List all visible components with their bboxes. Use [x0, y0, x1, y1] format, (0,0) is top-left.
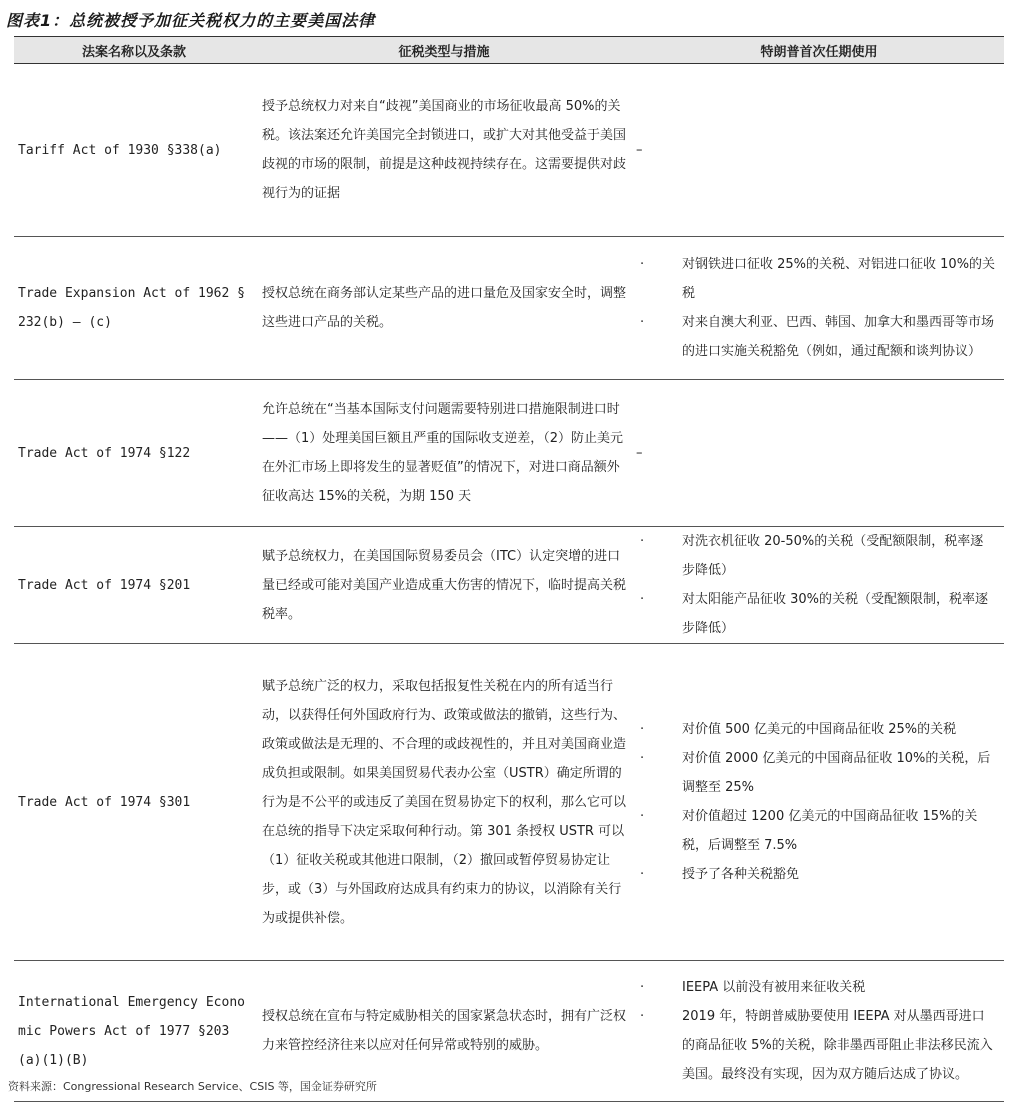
bullet-icon: · [640, 751, 645, 766]
usage-list-item [638, 715, 996, 744]
trump-usage-cell [634, 64, 1004, 237]
usage-list-item [638, 527, 996, 585]
bullet-icon: · [640, 722, 645, 737]
usage-text: IEEPA 以前没有被用来征收关税 [682, 980, 866, 995]
usage-list [638, 527, 996, 643]
usage-list-item [638, 585, 996, 643]
trump-usage-cell [634, 527, 1004, 644]
usage-list-item [638, 973, 996, 1002]
trump-usage-cell [634, 237, 1004, 380]
usage-text: 2019 年，特朗普威胁要使用 IEEPA 对从墨西哥进口的商品征收 5%的关税，除非墨西哥阻止非法移民流入美国。最终没有实现，因为双方随后达成了协议。 [682, 1009, 993, 1082]
law-name-cell: Trade Act of 1974 §122 [18, 445, 191, 461]
no-usage-dash: – [636, 445, 643, 461]
tax-measure-cell: 赋予总统权力，在美国国际贸易委员会（ITC）认定突增的进口量已经或可能对美国产业造成重大伤害的情况下，临时提高关税税率。 [262, 548, 627, 622]
bullet-icon: · [640, 1009, 645, 1024]
usage-text: 对价值 2000 亿美元的中国商品征收 10%的关税，后调整至 25% [682, 751, 991, 795]
usage-list [638, 250, 996, 366]
law-table [14, 36, 1004, 1102]
usage-text: 对钢铁进口征收 25%的关税、对铝进口征收 10%的关税 [682, 257, 996, 301]
header-law-name: 法案名称以及条款 [14, 37, 254, 64]
header-tax-type: 征税类型与措施 [254, 37, 634, 64]
tax-measure-cell: 授权总统在商务部认定某些产品的进口量危及国家安全时，调整这些进口产品的关税。 [262, 286, 627, 330]
law-name-cell: Trade Act of 1974 §301 [18, 794, 191, 810]
table-row [14, 237, 1004, 380]
bullet-icon: · [640, 592, 645, 607]
table-row [14, 380, 1004, 527]
tax-measure-cell: 授予总统权力对来自“歧视”美国商业的市场征收最高 50%的关税。该法案还允许美国完全封锁进口，或扩大对其他受益于美国歧视的市场的限制，前提是这种歧视持续存在。这需要提供对歧视行为的证据 [262, 99, 627, 201]
table-row [14, 527, 1004, 644]
bullet-icon: · [640, 980, 645, 995]
table-header-row [14, 37, 1004, 64]
usage-text: 授予了各种关税豁免 [682, 867, 800, 882]
bullet-icon: · [640, 257, 645, 272]
tax-measure-cell: 允许总统在“当基本国际支付问题需要特别进口措施限制进口时——（1）处理美国巨额且严重的国际收支逆差，（2）防止美元在外汇市场上即将发生的显著贬值”的情况下，对进口商品额外征收高达 15%的关税，为期 150 天 [262, 402, 624, 504]
usage-list-item [638, 308, 996, 366]
tax-measure-cell: 赋予总统广泛的权力，采取包括报复性关税在内的所有适当行动，以获得任何外国政府行为、政策或做法的撤销，这些行为、政策或做法是无理的、不合理的或歧视性的，并且对美国商业造成负担或限制。如果美国贸易代表办公室（USTR）确定所谓的行为是不公平的或违反了美国在贸易协定下的权利，那么它可以在总统的指导下决定采取何种行动。第 301 条授权 USTR 可以（1）征收关税或其他进口限制，（2）撤回或暂停贸易协定让步，或（3）与外国政府达成具有约束力的协议，以消除有关行为或提供补偿。 [262, 678, 627, 926]
figure-title: 图表1：总统被授予加征关税权力的主要美国法律 [6, 11, 376, 30]
bullet-icon: · [640, 809, 645, 824]
usage-text: 对洗衣机征收 20-50%的关税（受配额限制，税率逐步降低） [682, 534, 984, 578]
tax-measure-cell: 授权总统在宣布与特定威胁相关的国家紧急状态时，拥有广泛权力来管控经济往来以应对任何异常或特别的威胁。 [262, 1009, 627, 1053]
usage-text: 对价值超过 1200 亿美元的中国商品征收 15%的关税，后调整至 7.5% [682, 809, 978, 853]
header-trump-usage: 特朗普首次任期使用 [634, 37, 1004, 64]
usage-list-item [638, 802, 996, 860]
usage-text: 对价值 500 亿美元的中国商品征收 25%的关税 [682, 722, 957, 737]
law-name-cell: International Emergency Economic Powers Act of 1977 §203(a)(1)(B) [18, 994, 245, 1068]
law-name-cell: Trade Act of 1974 §201 [18, 577, 191, 593]
usage-list-item [638, 1002, 996, 1089]
bullet-icon: · [640, 315, 645, 330]
usage-list-item [638, 250, 996, 308]
table-row [14, 644, 1004, 961]
trump-usage-cell [634, 380, 1004, 527]
no-usage-dash: – [636, 142, 643, 158]
usage-list [638, 715, 996, 889]
trump-usage-cell [634, 644, 1004, 961]
law-name-cell: Trade Expansion Act of 1962 §232(b) – (c) [18, 286, 245, 330]
usage-text: 对太阳能产品征收 30%的关税（受配额限制，税率逐步降低） [682, 592, 989, 636]
bullet-icon: · [640, 867, 645, 882]
law-name-cell: Tariff Act of 1930 §338(a) [18, 142, 222, 158]
source-note: 资料来源：Congressional Research Service、CSIS 等，国金证券研究所 [8, 1080, 377, 1093]
usage-list-item [638, 744, 996, 802]
usage-list-item [638, 860, 996, 889]
trump-usage-cell [634, 961, 1004, 1102]
table-row [14, 64, 1004, 237]
bullet-icon: · [640, 534, 645, 549]
usage-text: 对来自澳大利亚、巴西、韩国、加拿大和墨西哥等市场的进口实施关税豁免（例如，通过配额和谈判协议） [682, 315, 995, 359]
usage-list [638, 973, 996, 1089]
